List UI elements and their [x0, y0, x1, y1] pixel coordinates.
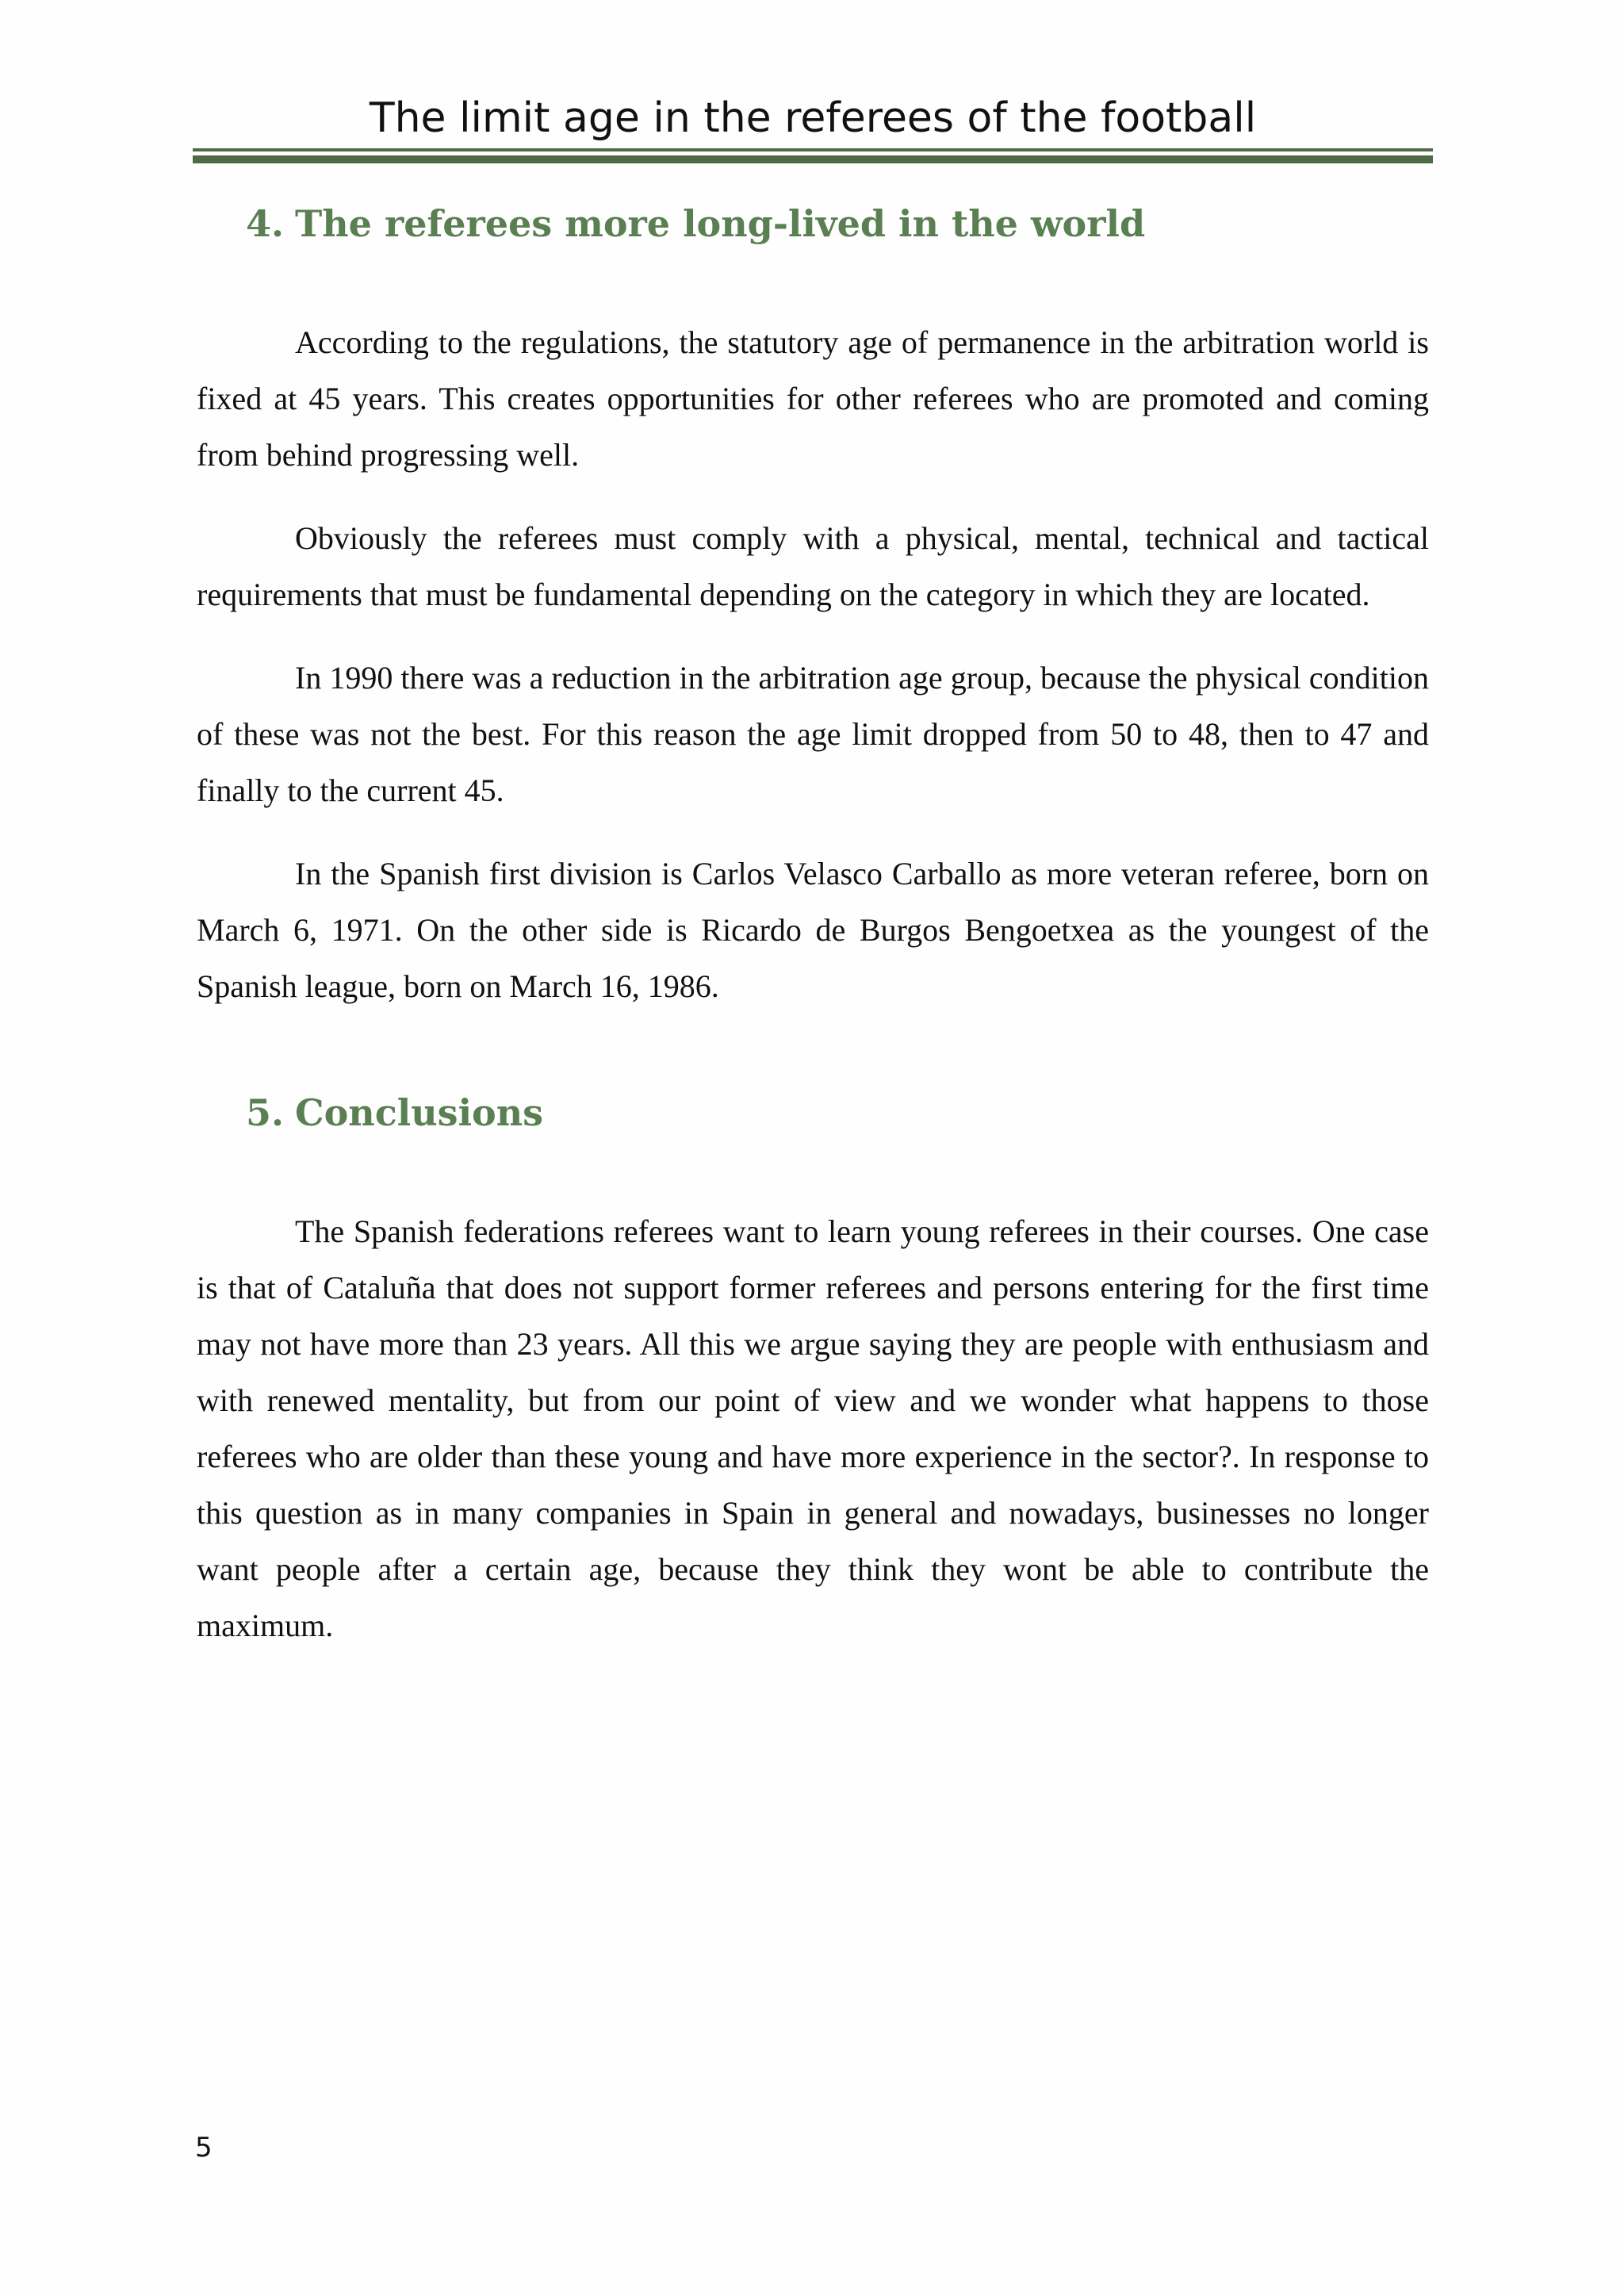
running-header: The limit age in the referees of the football	[369, 94, 1257, 142]
section-heading-5	[246, 1091, 543, 1135]
header-rule-thick	[193, 155, 1433, 163]
section-number: 4.	[246, 202, 285, 245]
page-number: 5	[195, 2132, 213, 2164]
paragraph: In the Spanish first division is Carlos Velasco Carballo as more veteran referee, born on March 6, 1971. On the other side is Ricardo de Burgos Bengoetxea as the youngest of the Spanish league, born on March 16, 1986.	[197, 856, 1429, 1004]
paragraph: In 1990 there was a reduction in the arbitration age group, because the physical condition of these was not the best. For this reason the age limit dropped from 50 to 48, then to 47 and finally to the current 45.	[197, 660, 1429, 808]
paragraph: According to the regulations, the statutory age of permanence in the arbitration world is fixed at 45 years. This creates opportunities for other referees who are promoted and coming from behind progressing well.	[197, 324, 1429, 473]
section-5-body	[197, 1203, 1429, 1681]
header-rule-thin	[193, 148, 1433, 151]
section-number: 5.	[246, 1091, 285, 1134]
section-title: The referees more long-lived in the world	[295, 202, 1146, 245]
paragraph: Obviously the referees must comply with a physical, mental, technical and tactical requirements that must be fundamental depending on the category in which they are located.	[197, 520, 1429, 612]
section-heading-4	[246, 202, 1145, 246]
section-4-body	[197, 314, 1429, 1041]
paragraph: The Spanish federations referees want to learn young referees in their courses. One case is that of Cataluña that does not support former referees and persons entering for the first time may not have more than 23 years. All this we argue saying they are people with enthusiasm and with renewed mentality, but from our point of view and we wonder what happens to those referees who are older than these young and have more experience in the sector?. In response to this question as in many companies in Spain in general and nowadays, businesses no longer want people after a certain age, because they think they wont be able to contribute the maximum.	[197, 1213, 1429, 1643]
section-title: Conclusions	[295, 1091, 544, 1134]
